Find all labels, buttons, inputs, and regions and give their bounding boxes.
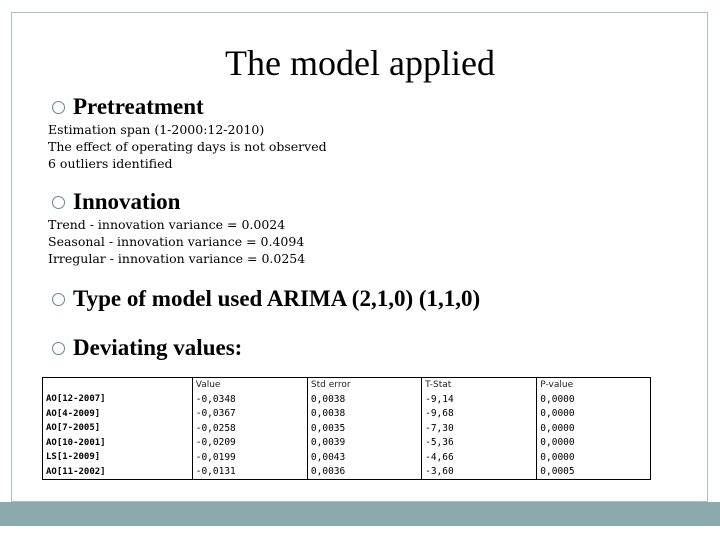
table-row bbox=[43, 392, 650, 407]
innovation-line: Seasonal - innovation variance = 0.4094 bbox=[48, 234, 305, 249]
cell-outlier: AO[4-2009] bbox=[46, 408, 101, 419]
bullet-circle-icon bbox=[52, 196, 65, 209]
cell-outlier: LS[1-2009] bbox=[46, 452, 101, 463]
cell-value: -0,0258 bbox=[192, 421, 307, 436]
header-p-value: P-value bbox=[537, 378, 650, 392]
cell-t-stat: -5,36 bbox=[422, 436, 537, 451]
table-row bbox=[43, 465, 650, 480]
innovation-line: Irregular - innovation variance = 0.0254 bbox=[48, 251, 306, 266]
pretreatment-line: The effect of operating days is not observed bbox=[48, 139, 327, 154]
innovation-details bbox=[48, 216, 305, 267]
cell-std-error: 0,0038 bbox=[307, 407, 421, 422]
cell-t-stat: -9,14 bbox=[422, 392, 537, 407]
bullet-model-type bbox=[52, 286, 480, 312]
pretreatment-line: 6 outliers identified bbox=[48, 156, 173, 171]
deviating-values-table bbox=[42, 377, 651, 480]
header-value: Value bbox=[192, 378, 307, 392]
pretreatment-heading: Pretreatment bbox=[73, 94, 204, 119]
cell-std-error: 0,0035 bbox=[307, 421, 421, 436]
cell-p-value: 0,0000 bbox=[537, 407, 650, 422]
cell-std-error: 0,0043 bbox=[307, 450, 421, 465]
slide-title: The model applied bbox=[225, 43, 495, 83]
pretreatment-line: Estimation span (1-2000:12-2010) bbox=[48, 122, 265, 137]
bullet-circle-icon bbox=[52, 101, 65, 114]
cell-value: -0,0209 bbox=[192, 436, 307, 451]
model-type-heading: Type of model used ARIMA (2,1,0) (1,1,0) bbox=[73, 286, 481, 311]
table-row bbox=[43, 407, 650, 422]
bullet-innovation bbox=[52, 189, 180, 215]
cell-std-error: 0,0039 bbox=[307, 436, 421, 451]
cell-t-stat: -7,30 bbox=[422, 421, 537, 436]
bullet-deviating bbox=[52, 335, 242, 361]
cell-outlier: AO[7-2005] bbox=[46, 423, 101, 434]
header-t-stat: T-Stat bbox=[422, 378, 537, 392]
cell-t-stat: -4,66 bbox=[422, 450, 537, 465]
cell-t-stat: -9,68 bbox=[422, 407, 537, 422]
cell-p-value: 0,0005 bbox=[537, 465, 650, 480]
cell-t-stat: -3,60 bbox=[422, 465, 537, 480]
cell-value: -0,0131 bbox=[192, 465, 307, 480]
cell-value: -0,0348 bbox=[192, 392, 307, 407]
cell-p-value: 0,0000 bbox=[537, 450, 650, 465]
cell-std-error: 0,0038 bbox=[307, 392, 421, 407]
table-header-row bbox=[43, 378, 650, 392]
innovation-line: Trend - innovation variance = 0.0024 bbox=[48, 217, 286, 232]
cell-value: -0,0199 bbox=[192, 450, 307, 465]
deviating-heading: Deviating values: bbox=[73, 335, 243, 360]
bullet-pretreatment bbox=[52, 94, 204, 120]
pretreatment-details bbox=[48, 121, 327, 172]
cell-std-error: 0,0036 bbox=[307, 465, 421, 480]
cell-p-value: 0,0000 bbox=[537, 436, 650, 451]
cell-outlier: AO[10-2001] bbox=[46, 437, 106, 448]
table-row bbox=[43, 421, 650, 436]
table-row bbox=[43, 436, 650, 451]
header-std-error: Std error bbox=[307, 378, 421, 392]
cell-value: -0,0367 bbox=[192, 407, 307, 422]
bullet-circle-icon bbox=[52, 293, 65, 306]
footer-bar bbox=[0, 502, 720, 526]
cell-outlier: AO[11-2002] bbox=[46, 466, 106, 477]
cell-p-value: 0,0000 bbox=[537, 421, 650, 436]
cell-p-value: 0,0000 bbox=[537, 392, 650, 407]
cell-outlier: AO[12-2007] bbox=[46, 394, 106, 405]
bullet-circle-icon bbox=[52, 342, 65, 355]
innovation-heading: Innovation bbox=[73, 189, 181, 214]
header-label bbox=[43, 378, 192, 392]
table-row bbox=[43, 450, 650, 465]
